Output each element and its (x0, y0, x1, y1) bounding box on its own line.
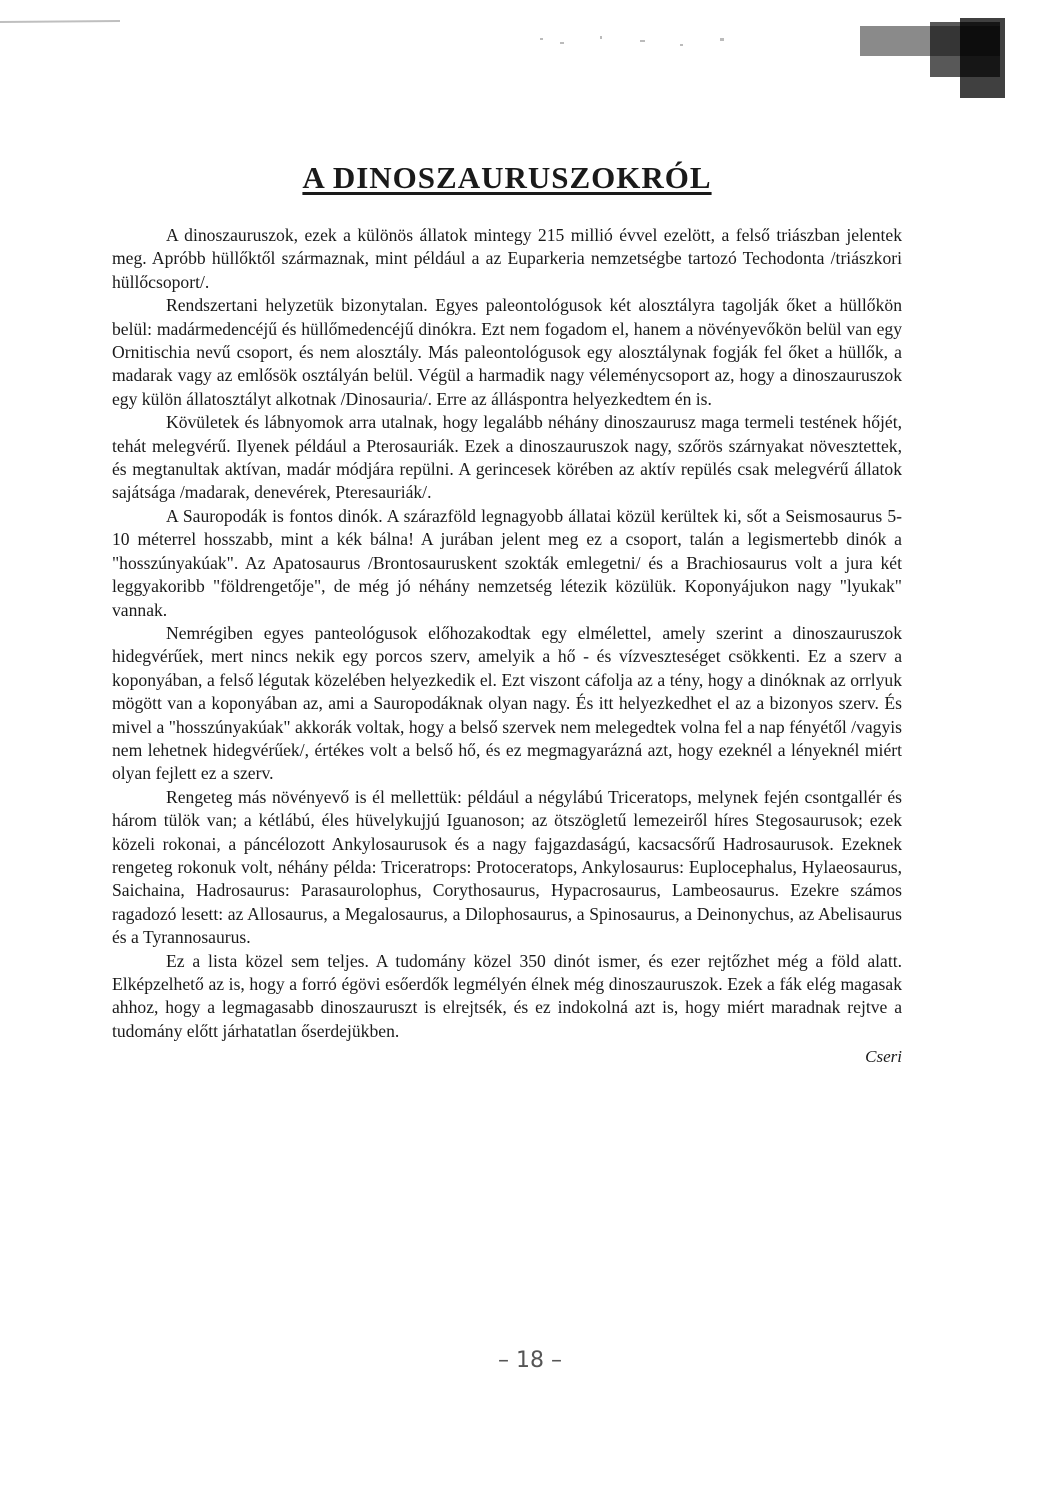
paragraph-1: A dinoszauruszok, ezek a különös állatok mintegy 215 millió évvel ezelött, a felső triászban jelentek meg. Apróbb hüllőktől származnak, mint például a az Euparkeria nemzetségbe tartozó Techodonta /triászkori hüllőcsoport/. (112, 225, 902, 292)
document-page (112, 150, 902, 1067)
paragraph-7: Ez a lista közel sem teljes. A tudomány közel 350 dinót ismer, és ezer rejtőzhet még a föld alatt. Elképzelhető az is, hogy a forró égövi esőerdők legmélyén élnek még dinoszauruszok. Ezek a fák elég magasak ahhoz, hogy a legmagasabb dinoszauruszt is elrejtsék, és ez indokolná azt is, hogy miért maradnak rejtve a tudomány előtt járhatatlan őserdejükben. (112, 950, 902, 1041)
page-number: – 18 – (498, 1348, 562, 1373)
scan-artifact (0, 18, 1061, 108)
document-title: A DINOSZAURUSZOKRÓL (302, 160, 712, 195)
paragraph-4: A Sauropodák is fontos dinók. A szárazföld legnagyobb állatai közül kerültek ki, sőt a Seismosaurus 5-10 méterrel hosszabb, mint a kék bálna! A jurában jelent meg ez a csoport, talán a legismertebb dinók a "hosszúnyakúak". Az Apatosaurus /Brontosauruskent szokták emlegetni/ és a Brachiosaurus volt a jura két leggyakoribb "földrengetője", de még jó néhány nemzetség létezik közülük. Koponyájukon nagy "lyukak" vannak. (112, 505, 902, 620)
paragraph-3: Kövületek és lábnyomok arra utalnak, hogy legalább néhány dinoszaurusz maga termeli testének hőjét, tehát melegvérű. Ilyenek például a Pterosauriák. Ezek a dinoszauruszok nagy, szőrös szárnyakat növesztettek, és megtanultak aktívan, madár módjára repülni. A gerincesek körében az aktív repülés csak melegvérű állatok sajátsága /madarak, denevérek, Pteresauriák/. (112, 412, 902, 503)
paragraph-2: Rendszertani helyzetük bizonytalan. Egyes paleontológusok két alosztályra tagolják őket a hüllőkön belül: madármedencéjű és hüllőmedencéjű dinókra. Ezt nem fogadom el, hanem a növényevőkön belül van egy Ornitischia nevű csoport, és nem alosztály. Más paleontológusok egy alosztálynak fogják fel őket a hüllők, a madarak vagy az emlősök osztályán belül. Végül a harmadik nagy véleménycsoport az, hogy a dinoszauruszok egy külön állatosztályt alkotnak /Dinosauria/. Erre az álláspontra helyezkedtem én is. (112, 295, 902, 409)
author-signature: Cseri (865, 1047, 902, 1067)
paragraph-6: Rengeteg más növényevő is él mellettük: például a négylábú Triceratops, melynek fején csontgallér és három tülök van; a kétlábú, éles hüvelykujjú Iguanoson; az ötszögletű lemezeiről híres Stegosaurusok; ezek közeli rokonai, a páncélozott Ankylosaurusok és a nagy fajgazdaságú, kacsacsőrű Hadrosaurusok. Ezeknek rengeteg rokonuk volt, néhány példa: Triceratrops: Protoceratops, Ankylosaurus: Euplocephalus, Hylaeosaurus, Saichaina, Hadrosaurus: Parasaurolophus, Corythosaurus, Hypacrosaurus, Lambeosaurus. Ezekre számos ragadozó lesett: az Allosaurus, a Megalosaurus, a Dilophosaurus, a Spinosaurus, a Deinonychus, az Abelisaurus és a Tyrannosaurus. (112, 786, 902, 948)
paragraph-5: Nemrégiben egyes panteológusok előhozakodtak egy elmélettel, amely szerint a dinoszauruszok hidegvérűek, mert nincs nekik egy porcos szerv, amelyik a hő - és vízveszteséget csökkenti. Ez a szerv a koponyában, a felső légutak közelében helyezkedik el. Ezt viszont cáfolja az a tény, hogy a dinóknak az orrlyuk mögött van a koponyában az, ami a Sauropodáknak olyan nagy. És itt helyezkedhet el az a bizonyos szerv. És mivel a "hosszúnyakúak" akkorák voltak, hogy a belső szervek nem melegedtek volna fel a nap fényétől /vagyis nem lehetnek hidegvérűek/, értékes volt a belső hő, és ez megmagyarázná azt, hogy ezeknél a lényeknél miért olyan fejlett ez a szerv. (112, 622, 902, 784)
